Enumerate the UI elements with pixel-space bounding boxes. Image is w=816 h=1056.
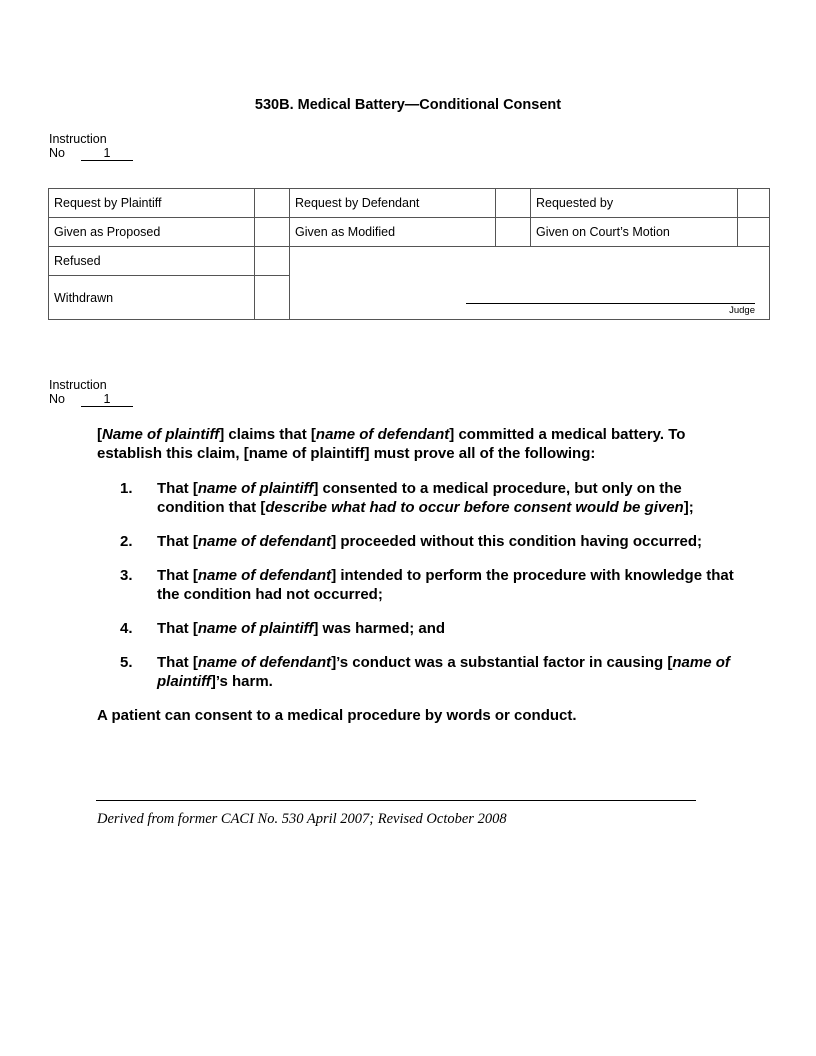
list-item: 3. That [name of defendant] intended to perform the procedure with knowledge that the condition had not occurred; [120,567,734,603]
instruction-number: 1 [81,147,133,161]
given-as-proposed-checkbox[interactable] [255,218,290,247]
list-item: 1. That [name of plaintiff] consented to a medical procedure, but only on the condition that [describe what had to occur before consent would be given]; [120,480,694,516]
page-title: 530B. Medical Battery—Conditional Consent [254,97,562,113]
intro-paragraph: [Name of plaintiff] claims that [name of defendant] committed a medical battery. To establish this claim, [name of plaintiff] must prove all of the following: [97,426,686,462]
list-item: 2. That [name of defendant] proceeded without this condition having occurred; [120,533,703,550]
list-item: 5. That [name of defendant]’s conduct was a substantial factor in causing [name of plaintiff]’s harm. [120,654,730,690]
request-disposition-table [48,188,770,320]
instruction-label: Instruction [49,378,107,392]
request-by-defendant-checkbox[interactable] [496,189,531,218]
given-on-courts-motion-checkbox[interactable] [738,218,770,247]
requested-by-label: Requested by [531,189,738,218]
instruction-number-block-top [49,132,133,161]
closing-paragraph: A patient can consent to a medical procedure by words or conduct. [97,707,577,724]
requested-by-checkbox[interactable] [738,189,770,218]
request-by-plaintiff-checkbox[interactable] [255,189,290,218]
withdrawn-checkbox[interactable] [255,276,290,320]
table-row [49,189,770,218]
instruction-body [97,425,737,725]
judge-signature-line[interactable] [466,303,755,304]
list-item: 4. That [name of plaintiff] was harmed; and [120,620,446,637]
judge-signature-area [290,247,770,320]
request-by-defendant-label: Request by Defendant [290,189,496,218]
given-as-proposed-label: Given as Proposed [49,218,255,247]
instruction-no-label: No [49,146,65,160]
table-row [49,218,770,247]
request-by-plaintiff-label: Request by Plaintiff [49,189,255,218]
instruction-number: 1 [81,393,133,407]
refused-label: Refused [49,247,255,276]
instruction-label: Instruction [49,132,107,146]
table-row [49,247,770,276]
refused-checkbox[interactable] [255,247,290,276]
withdrawn-label: Withdrawn [49,276,255,320]
given-on-courts-motion-label: Given on Court’s Motion [531,218,738,247]
instruction-number-block-second [49,378,133,407]
given-as-modified-checkbox[interactable] [496,218,531,247]
given-as-modified-label: Given as Modified [290,218,496,247]
instruction-no-label: No [49,392,65,406]
judge-label: Judge [729,305,755,316]
source-note: Derived from former CACI No. 530 April 2007; Revised October 2008 [97,811,507,827]
divider [96,800,696,801]
